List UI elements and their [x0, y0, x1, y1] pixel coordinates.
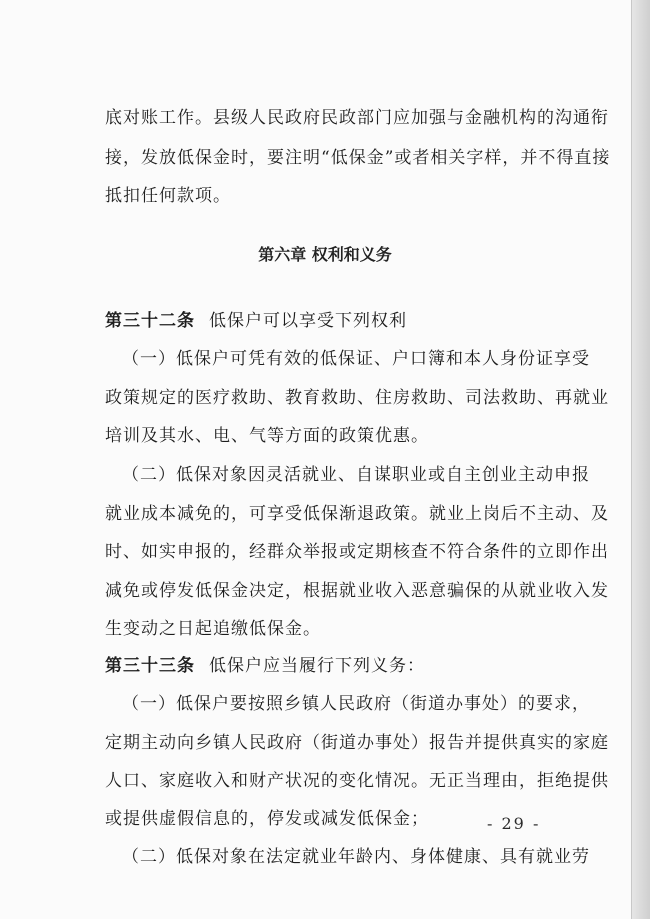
- page-number: - 29 -: [487, 814, 541, 833]
- body-line: 就业成本减免的，可享受低保渐退政策。就业上岗后不主动、及: [105, 504, 609, 524]
- article-32-heading: [105, 306, 550, 331]
- body-line: 生变动之日起追缴低保金。: [105, 619, 321, 639]
- body-line: 底对账工作。县级人民政府民政部门应加强与金融机构的沟通衔: [105, 108, 609, 128]
- body-line: （一）低保户要按照乡镇人民政府（街道办事处）的要求，: [122, 694, 590, 714]
- body-line: 抵扣任何款项。: [105, 186, 231, 206]
- body-line: 减免或停发低保金决定，根据就业收入恶意骗保的从就业收入发: [105, 581, 609, 601]
- article-33-heading: [105, 651, 550, 676]
- article-33-text: 低保户应当履行下列义务：: [209, 656, 425, 676]
- body-line: 人口、家庭收入和财产状况的变化情况。无正当理由，拒绝提供: [105, 771, 609, 791]
- body-line: 培训及其水、电、气等方面的政策优惠。: [105, 426, 429, 446]
- scanner-edge: [632, 0, 650, 919]
- article-32-text: 低保户可以享受下列权利: [209, 311, 407, 331]
- body-line: （一）低保户可凭有效的低保证、户口簿和本人身份证享受: [122, 349, 590, 369]
- body-line: （二）低保对象因灵活就业、自谋职业或自主创业主动申报: [122, 465, 590, 485]
- body-line: 或提供虚假信息的，停发或减发低保金；: [105, 809, 429, 829]
- body-line: 政策规定的医疗救助、教育救助、住房救助、司法救助、再就业: [105, 388, 609, 408]
- body-line: （二）低保对象在法定就业年龄内、身体健康、具有就业劳: [122, 847, 590, 867]
- body-line: 时、如实申报的，经群众举报或定期核查不符合条件的立即作出: [105, 542, 609, 562]
- body-line: 接，发放低保金时，要注明“低保金”或者相关字样，并不得直接: [105, 148, 611, 168]
- article-32-label: 第三十二条: [105, 311, 195, 331]
- article-33-label: 第三十三条: [105, 656, 195, 676]
- chapter-title: 第六章 权利和义务: [258, 245, 392, 264]
- body-line: 定期主动向乡镇人民政府（街道办事处）报告并提供真实的家庭: [105, 733, 609, 753]
